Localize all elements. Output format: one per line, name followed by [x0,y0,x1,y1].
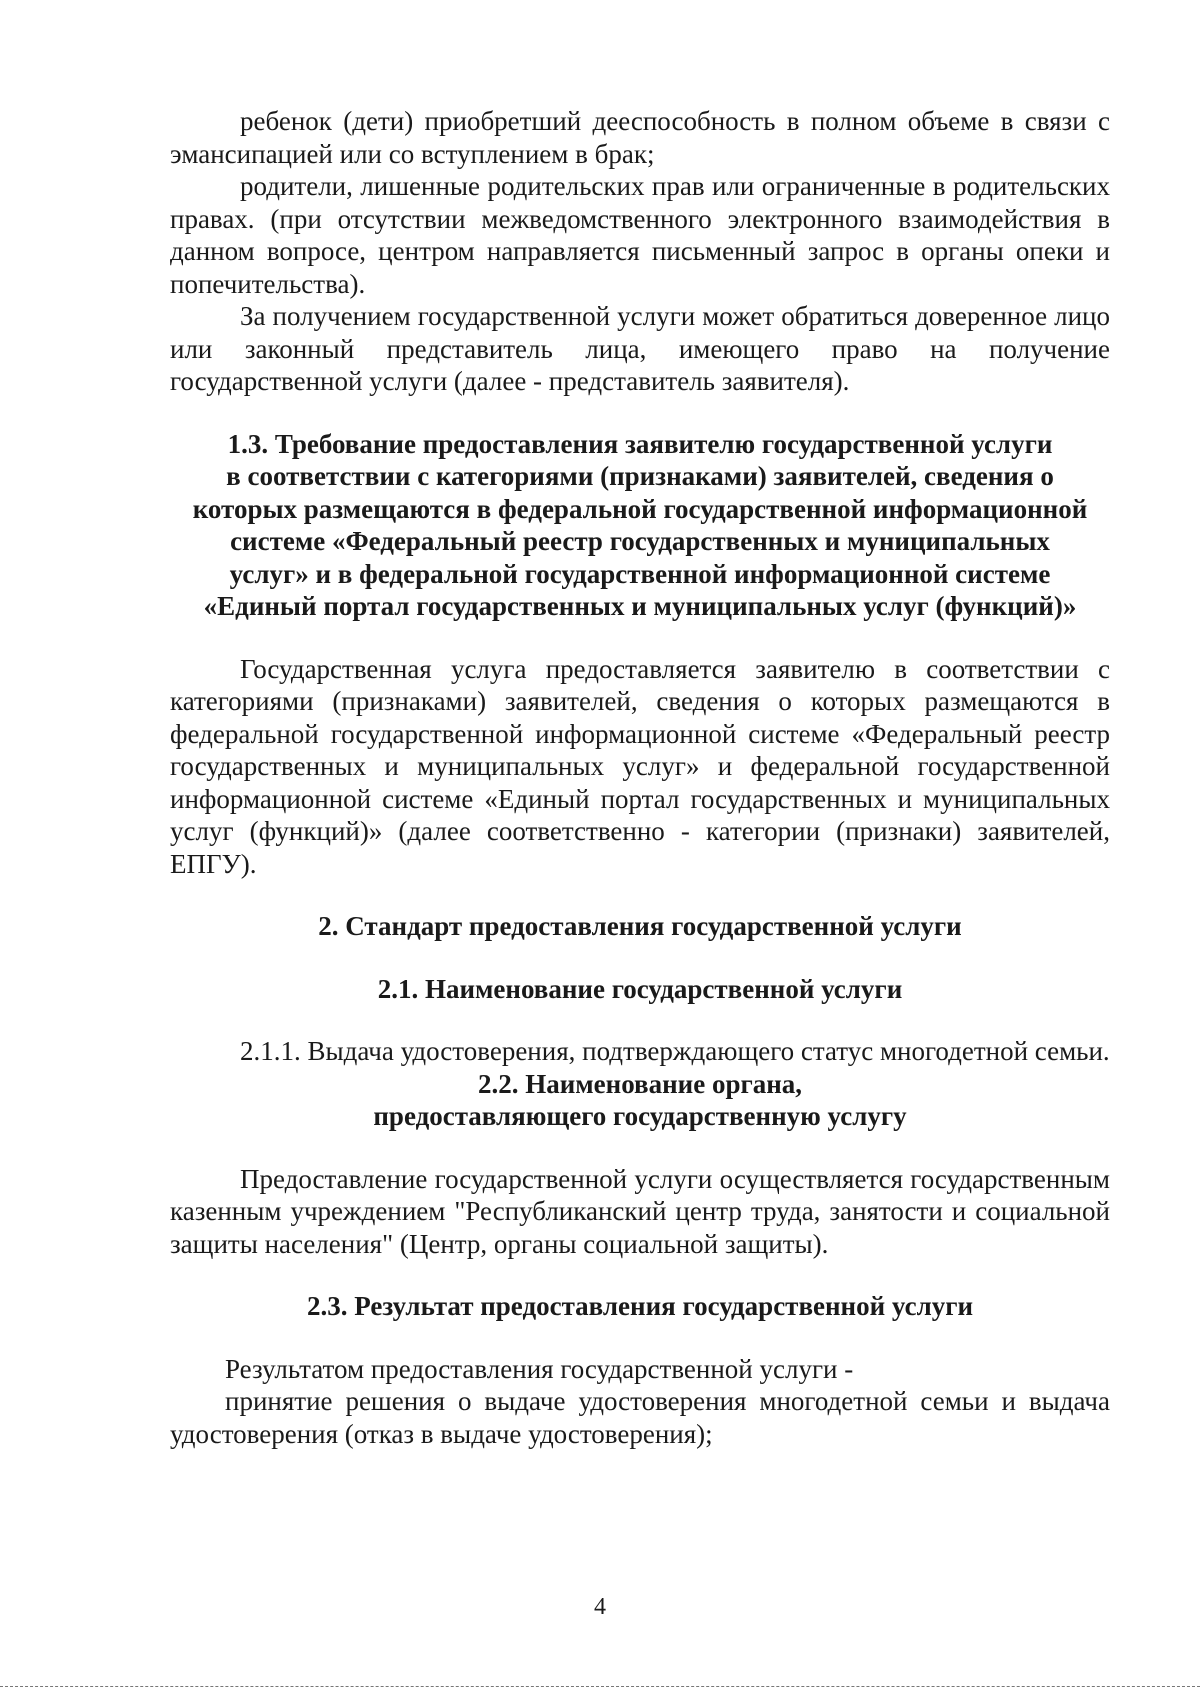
paragraph-deprived-parents: родители, лишенные родительских прав или ограниченные в родительских правах. (при отсутствии межведомственного электронного взаимодействия в данном вопросе, центром направляется письменный запрос в органы опеки и попечительства). [170,171,1110,299]
scan-edge-divider [0,1686,1200,1687]
heading-line: системе «Федеральный реестр государственных и муниципальных [230,526,1050,556]
heading-section-2-1: 2.1. Наименование государственной услуги [377,973,903,1004]
heading-line: 1.3. Требование предоставления заявителю государственной услуги [227,428,1053,459]
paragraph-section-2-3-result: принятие решения о выдаче удостоверения многодетной семьи и выдача удостоверения (отказ в выдаче удостоверения); [170,1386,1110,1449]
heading-section-2-2 [170,1068,1110,1133]
heading-line: услуг» и в федеральной государственной информационной системе [229,558,1051,589]
heading-section-2-3: 2.3. Результат предоставления государственной услуги [306,1291,974,1321]
heading-line: в соответствии с категориями (признаками) заявителей, сведения о [226,461,1054,491]
heading-line: которых размещаются в федеральной государственной информационной [192,493,1088,524]
heading-line: 2.2. Наименование органа, [477,1068,803,1099]
page-content [170,105,1110,1450]
heading-section-1-3 [170,428,1110,623]
paragraph-section-1-3: Государственная услуга предоставляется заявителю в соответствии с категориями (признаками) заявителей, сведения о которых размещаются в федеральной государственной информационной системе «Федеральный реестр государственных и муниципальных услуг» и федеральной государственной информационной системе «Единый портал государственных и муниципальных услуг (функций)» (далее соответственно - категории (признаки) заявителей, ЕПГУ). [170,653,1110,879]
paragraph-emancipated-child: ребенок (дети) приобретший дееспособность в полном объеме в связи с эмансипацией или со вступлением в брак; [170,106,1110,169]
page-number: 4 [594,1594,606,1620]
paragraph-section-2-3-intro: Результатом предоставления государственной услуги - [225,1353,854,1384]
paragraph-representative: За получением государственной услуги может обратиться доверенное лицо или законный представитель лица, имеющего право на получение государственной услуги (далее - представитель заявителя). [170,301,1110,396]
paragraph-section-2-1-1: 2.1.1. Выдача удостоверения, подтверждающего статус многодетной семьи. [240,1036,1110,1066]
heading-section-2: 2. Стандарт предоставления государственной услуги [318,911,962,941]
paragraph-section-2-2: Предоставление государственной услуги осуществляется государственным казенным учреждением "Республиканский центр труда, занятости и социальной защиты населения" (Центр, органы социальной защиты). [170,1163,1110,1259]
heading-line: предоставляющего государственную услугу [373,1101,907,1131]
heading-line: «Единый портал государственных и муниципальных услуг (функций)» [203,591,1077,621]
